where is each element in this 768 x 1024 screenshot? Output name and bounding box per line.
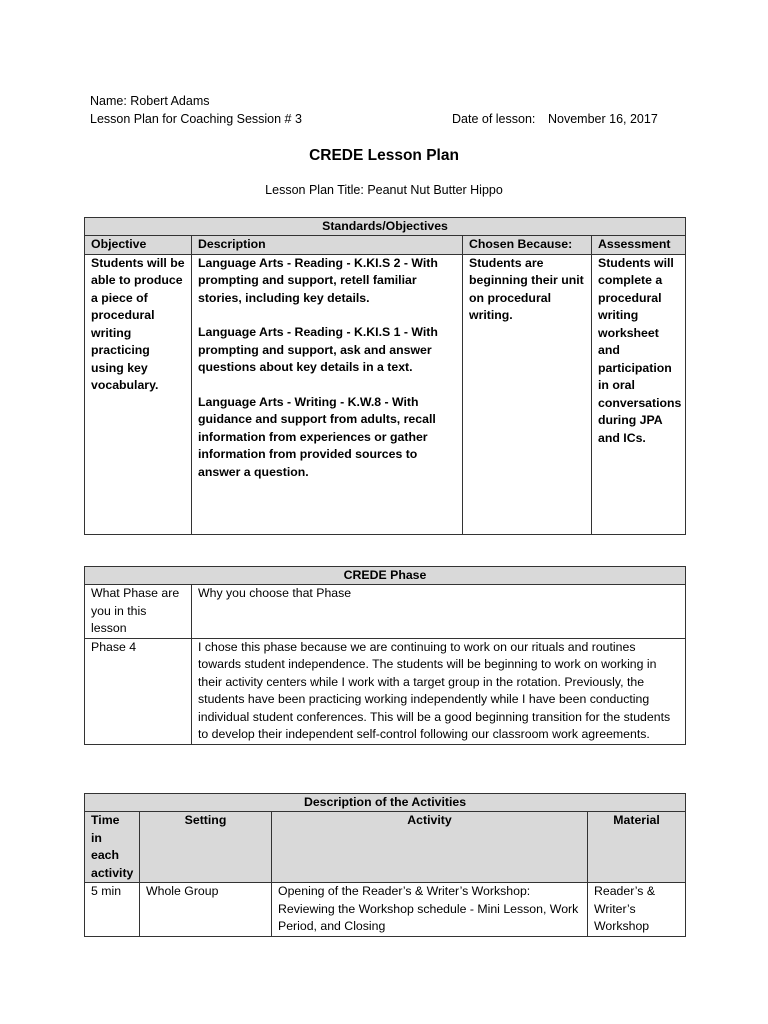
activities-heading: Description of the Activities [85, 794, 686, 812]
column-header-chosen-because: Chosen Because: [463, 236, 592, 255]
session-line: Lesson Plan for Coaching Session # 3 [90, 112, 302, 126]
description-standard: Language Arts - Reading - K.KI.S 2 - With prompting and support, retell familiar stories, including key details. [198, 255, 438, 305]
column-header-description: Description [192, 236, 463, 255]
activity-description: Opening of the Reader’s & Writer’s Workshop: Reviewing the Workshop schedule - Mini Lesson, Work Period, and Closing [272, 883, 588, 937]
column-header-assessment: Assessment [592, 236, 686, 255]
date-value: November 16, 2017 [548, 112, 658, 126]
phase-reason-label: Why you choose that Phase [192, 585, 686, 639]
assessment-cell: Students will complete a procedural writing worksheet and participation in oral conversations during JPA and ICs. [592, 254, 686, 534]
column-header-material: Material [588, 812, 686, 883]
phase-table [84, 566, 686, 745]
chosen-because-cell: Students are beginning their unit on procedural writing. [463, 254, 592, 534]
author-name: Name: Robert Adams [90, 94, 210, 108]
column-header-time: Time in each activity [85, 812, 140, 883]
description-standard: Language Arts - Reading - K.KI.S 1 - With prompting and support, ask and answer questions about key details in a text. [198, 325, 438, 374]
phase-heading: CREDE Phase [85, 567, 686, 585]
activities-table [84, 793, 686, 937]
lesson-plan-title: Lesson Plan Title: Peanut Nut Butter Hippo [265, 183, 503, 197]
column-header-activity: Activity [272, 812, 588, 883]
page-title: CREDE Lesson Plan [309, 147, 459, 164]
date-label: Date of lesson: [452, 112, 536, 126]
standards-heading: Standards/Objectives [85, 218, 686, 236]
activity-time: 5 min [85, 883, 140, 937]
column-header-objective: Objective [85, 236, 192, 255]
phase-question-label: What Phase are you in this lesson [85, 585, 192, 639]
activity-material: Reader’s & Writer’s Workshop [588, 883, 686, 937]
description-cell [192, 254, 463, 534]
objective-cell: Students will be able to produce a piece of procedural writing practicing using key vocabulary. [85, 254, 192, 534]
phase-value: Phase 4 [85, 638, 192, 744]
standards-table [84, 217, 686, 535]
table-row [85, 883, 686, 937]
description-standard: Language Arts - Writing - K.W.8 - With guidance and support from adults, recall information from experiences or gather information from provided sources to answer a question. [198, 394, 436, 479]
phase-reason: I chose this phase because we are continuing to work on our rituals and routines towards student independence. The students will be beginning to work on working in their activity centers while I work with a target group in the rotation. Previously, the students have been practicing working independently while I have been conducting individual student conferences. This will be a good beginning transition for the students to develop their independent self-control following our classroom work agreements. [192, 638, 686, 744]
column-header-setting: Setting [140, 812, 272, 883]
activity-setting: Whole Group [140, 883, 272, 937]
